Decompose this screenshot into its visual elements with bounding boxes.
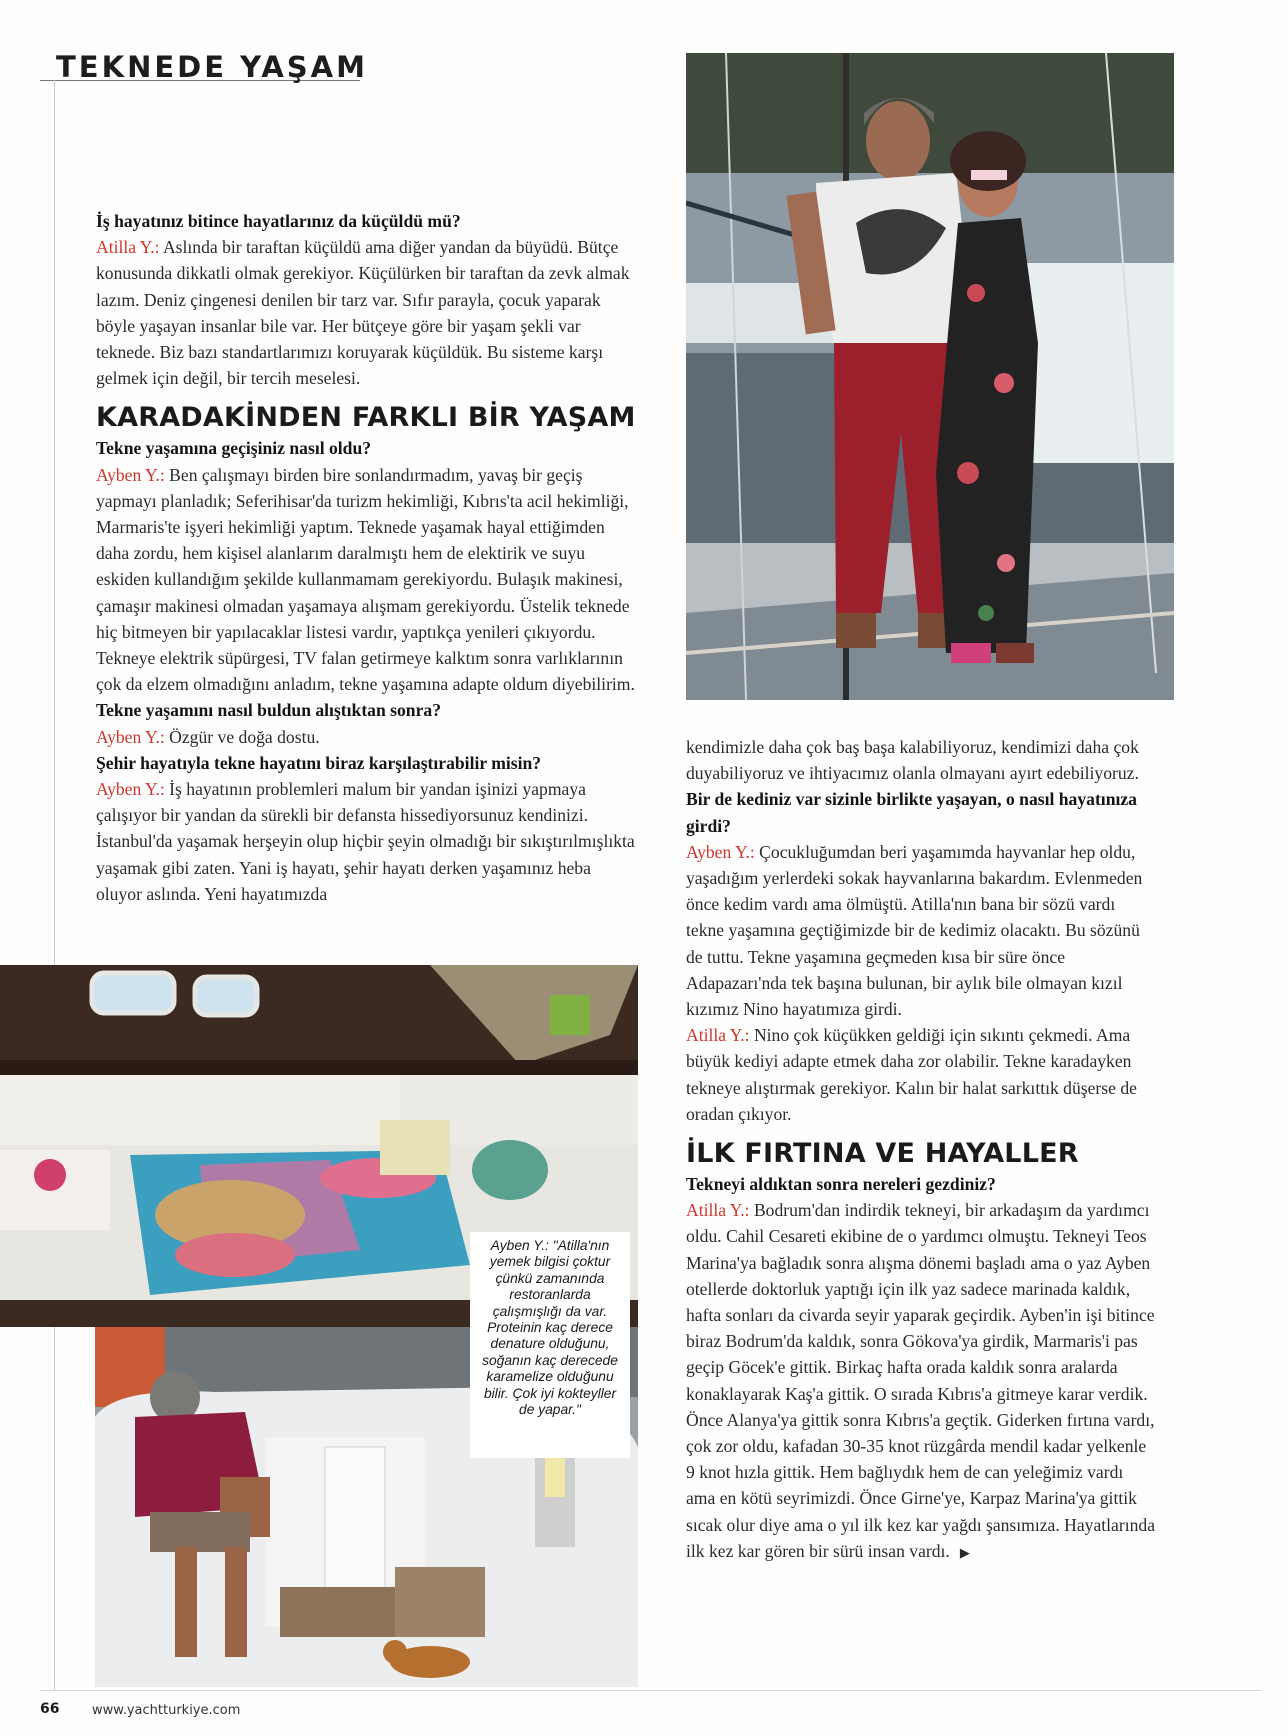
answer-text: Özgür ve doğa dostu. xyxy=(164,726,320,747)
answer-4 xyxy=(96,776,638,907)
photo-caption: Ayben Y.: "Atilla'nın yemek bilgisi çoktur çünkü zamanında restoranlarda çalışmışlığı da var. Proteinin kaç derece denature olduğunu, soğanın kaç derecede karamelize olduğunu bilir. Çok iyi kokteyller de yapar." xyxy=(470,1232,630,1458)
answer-text: Nino çok küçükken geldiği için sıkıntı çekmedi. Ama büyük kediyi adapte etmek daha zor olabilir. Tekne karadayken tekneye alıştırmak gerekiyor. Kalın bir halat sarkıttık düşerse de oradan çıkıyor. xyxy=(686,1025,1137,1124)
answer-5 xyxy=(686,839,1156,1022)
continue-arrow-icon: ▶ xyxy=(959,1544,970,1560)
subheading-1: KARADAKİNDEN FARKLI BİR YAŞAM xyxy=(96,402,636,434)
photo-couple-on-deck xyxy=(686,53,1174,700)
answer-6 xyxy=(686,1022,1156,1127)
answer-text: Bodrum'dan indirdik tekneyi, bir arkadaşım da yardımcı oldu. Cahil Cesareti ekibine de o yardımcı olmuştu. Tekneyi Teos Marina'ya bağladık sonra alışma dönemi başladı ama o yaz Ayben otellerde doktorluk yaptığı için ilk yaz sadece marinada kaldık, hafta sonları da civarda seyir yaparak geçirdik. Ayben'in işi bitince biraz Bodrum'da kaldık, sonra Gökova'ya girdik, Marmaris'i pas geçip Göcek'e gittik. Birkaç hafta orada kaldık sonra aralarda konaklayarak Kaş'a gittik. O sırada Kıbrıs'a gitmeye karar verdik. Önce Alanya'ya gittik sonra Kıbrıs'a geçtik. Giderken fırtına vardı, çok zor oldu, kafadan 30-35 knot rüzgârda mendil kadar yelkenle 9 knot hızla gittik. Hem bağlıydık hem de can yeleğimiz vardı ama en kötü seyrimizdi. Önce Girne'ye, Karpaz Marina'ya gittik sıcak olur diye ama o yıl ilk kez kar yağdı şansımıza. Hayatlarında ilk kez kar gören bir sürü insan vardı. xyxy=(686,1200,1156,1561)
section-title: TEKNEDE YAŞAM xyxy=(56,50,368,84)
answer-1 xyxy=(96,234,638,391)
continued-text: kendimizle daha çok baş başa kalabiliyoruz, kendimizi daha çok duyabiliyoruz ve ihtiyacımız olanla olmayanı ayırt edebiliyoruz. xyxy=(686,737,1139,784)
question-4: Şehir hayatıyla tekne hayatını biraz karşılaştırabilir misin? xyxy=(96,752,542,773)
answer-text: İş hayatının problemleri malum bir yandan işinizi yapmaya çalışıyor bir yandan da sürekli bir defansta hissediyorsunuz kendinizi. İstanbul'da yaşamak herşeyin olup hiçbir şeyin olmadığı bir sıkıştırılmışlıkta yaşamak gibi zaten. Yani iş hayatı, şehir hayatı derken yaşamınız heba oluyor aslında. Yeni hayatımızda xyxy=(96,779,635,904)
speaker-label: Atilla Y.: xyxy=(686,1025,750,1046)
speaker-label: Ayben Y.: xyxy=(96,726,165,747)
question-2: Tekne yaşamına geçişiniz nasıl oldu? xyxy=(96,438,372,459)
answer-3 xyxy=(96,724,638,750)
speaker-label: Ayben Y.: xyxy=(96,464,165,485)
answer-text: Ben çalışmayı birden bire sonlandırmadım, yavaş bir geçiş yapmayı planladık; Seferihisar'da turizm hekimliği, Kıbrıs'ta acil hekimliği, Marmaris'te işyeri hekimliği yaptım. Teknede yaşamak hayal ettiğimden daha zordu, hem kişisel alanlarım daralmıştı hem de elektirik ve suyu eskiden kullandığım şekilde kullanmamam gerekiyordu. Bulaşık makinesi, çamaşır makinesi olmadan yaşamaya alışmam gerekiyordu. Üstelik teknede hiç bitmeyen bir yapılacaklar listesi vardır, yaptıkça yenileri çıkıyordu. Tekneye elektrik süpürgesi, TV falan getirmeye kalktım sonra varlıklarının çok da elzem olmadığını anladım, tekne yaşamına adapte oldum diyebilirim. xyxy=(96,464,635,695)
subheading-2: İLK FIRTINA VE HAYALLER xyxy=(686,1138,1079,1170)
page-number: 66 xyxy=(40,1701,60,1717)
answer-text: Çocukluğumdan beri yaşamımda hayvanlar hep oldu, yaşadığım yerlerdeki sokak hayvanlarına bakardım. Evlenmeden önce kedim vardı ama ölmüştü. Atilla'nın bana bir sözü vardı tekne yaşamına geçtiğimizde bir de kedimiz olacaktı. Bu sözünü de tuttu. Tekne yaşamına geçmeden kısa bir süre önce Adapazarı'nda tek başına bulunan, bir aylık bile olmayan kızıl kızımız Nino hayatımıza girdi. xyxy=(686,841,1143,1020)
question-6: Tekneyi aldıktan sonra nereleri gezdiniz? xyxy=(686,1174,996,1195)
left-column xyxy=(96,208,638,907)
right-column xyxy=(686,734,1156,1566)
speaker-label: Ayben Y.: xyxy=(686,841,755,862)
answer-2 xyxy=(96,462,638,698)
answer-7 xyxy=(686,1197,1156,1566)
question-1: İş hayatınız bitince hayatlarınız da küçüldü mü? xyxy=(96,211,461,231)
answer-text: Aslında bir taraftan küçüldü ama diğer yandan da büyüdü. Bütçe konusunda dikkatli olmak gerekiyor. Küçülürken bir taraftan da zevk almak lazım. Deniz çingenesi denilen bir tarz var. Sıfır parayla, çocuk yaparak böyle yaşayan insanlar bile var. Her bütçeye göre bir yaşam şekli var teknede. Biz bazı standartlarımızı koruyarak küçüldük. Bu sisteme karşı gelmek için değil, bir tercih meselesi. xyxy=(96,237,630,389)
footer-url-link[interactable]: www.yachtturkiye.com xyxy=(92,1703,241,1718)
margin-rule xyxy=(54,80,55,1690)
footer-rule xyxy=(40,1690,1262,1691)
speaker-label: Atilla Y.: xyxy=(96,237,160,258)
speaker-label: Atilla Y.: xyxy=(686,1200,750,1221)
question-5: Bir de kediniz var sizinle birlikte yaşayan, o nasıl hayatınıza girdi? xyxy=(686,789,1137,836)
speaker-label: Ayben Y.: xyxy=(96,779,165,800)
question-3: Tekne yaşamını nasıl buldun alıştıktan sonra? xyxy=(96,700,441,721)
